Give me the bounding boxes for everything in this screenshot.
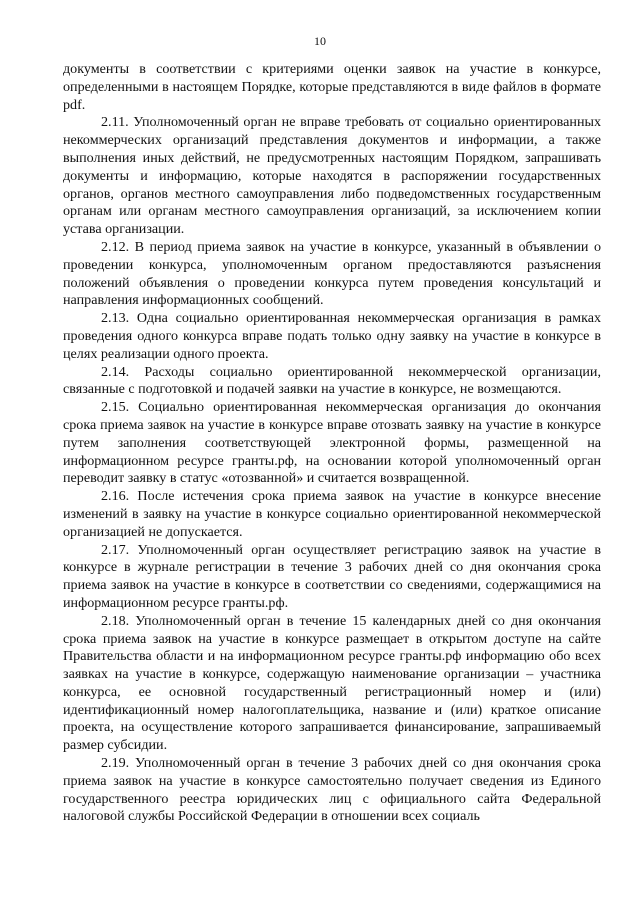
paragraph-2-19: 2.19. Уполномоченный орган в течение 3 рабочих дней со дня окончания срока приема заявок на участие в конкурсе самостоятельно получает сведения из Единого государственного реестра юридических лиц с официального сайта Федеральной налоговой службы Российской Федерации в отношении всех социаль — [63, 755, 601, 825]
page-number: 10 — [314, 34, 326, 48]
paragraph-2-12: 2.12. В период приема заявок на участие в конкурсе, указанный в объявлении о проведении конкурса, уполномоченным органом предоставляются разъяснения положений объявления о проведении конкурса путем проведения консультаций и направления информационных сообщений. — [63, 238, 601, 309]
paragraph-2-14: 2.14. Расходы социально ориентированной некоммерческой организации, связанные с подготовкой и подачей заявки на участие в конкурсе, не возмещаются. — [63, 363, 601, 398]
paragraph-2-18: 2.18. Уполномоченный орган в течение 15 календарных дней со дня окончания срока приема заявок на участие в конкурсе размещает в открытом доступе на сайте Правительства области и на информационном ресурсе гранты.рф информацию обо всех заявках на участие в конкурсе, содержащую наименование организации – участника конкурса, ее основной государственный регистрационный номер и (или) идентификационный номер налогоплательщика, название и (или) краткое описание проекта, на осуществление которого запрашивается финансирование, запрашиваемый размер субсидии. — [63, 612, 601, 754]
paragraph-2-16: 2.16. После истечения срока приема заявок на участие в конкурсе внесение изменений в заявку на участие в конкурсе социально ориентированной некоммерческой организацией не допускается. — [63, 488, 601, 540]
paragraph-2-15: 2.15. Социально ориентированная некоммерческая организация до окончания срока приема заявок на участие в конкурсе вправе отозвать заявку на участие в конкурсе путем заполнения соответствующей электронной формы, размещенной на информационном ресурсе гранты.рф, на основании которой уполномоченный орган переводит заявку в статус «отозванной» и считается возвращенной. — [63, 399, 601, 487]
paragraph-2-13: 2.13. Одна социально ориентированная некоммерческая организация в рамках проведения одного конкурса вправе подать только одну заявку на участие в конкурсе в целях реализации одного проекта. — [63, 310, 601, 362]
paragraph-2-17: 2.17. Уполномоченный орган осуществляет регистрацию заявок на участие в конкурсе в журнале регистрации в течение 3 рабочих дней со дня окончания срока приема заявок на участие в конкурсе в соответствии со сведениями, содержащимися на информационном ресурсе гранты.рф. — [63, 541, 601, 611]
paragraph-continuation: документы в соответствии с критериями оценки заявок на участие в конкурсе, определенными в настоящем Порядке, которые представляются в виде файлов в формате pdf. — [63, 61, 601, 113]
paragraph-2-11: 2.11. Уполномоченный орган не вправе требовать от социально ориентированных некоммерческих организаций представления документов и информации, а также выполнения иных действий, не предусмотренных настоящим Порядком, запрашивать документы и информацию, которые находятся в распоряжении государственных органов, органов местного самоуправления либо подведомственных государственным органам или органам местного самоуправления организаций, за исключением копии устава организации. — [63, 114, 601, 238]
document-body — [63, 61, 601, 826]
